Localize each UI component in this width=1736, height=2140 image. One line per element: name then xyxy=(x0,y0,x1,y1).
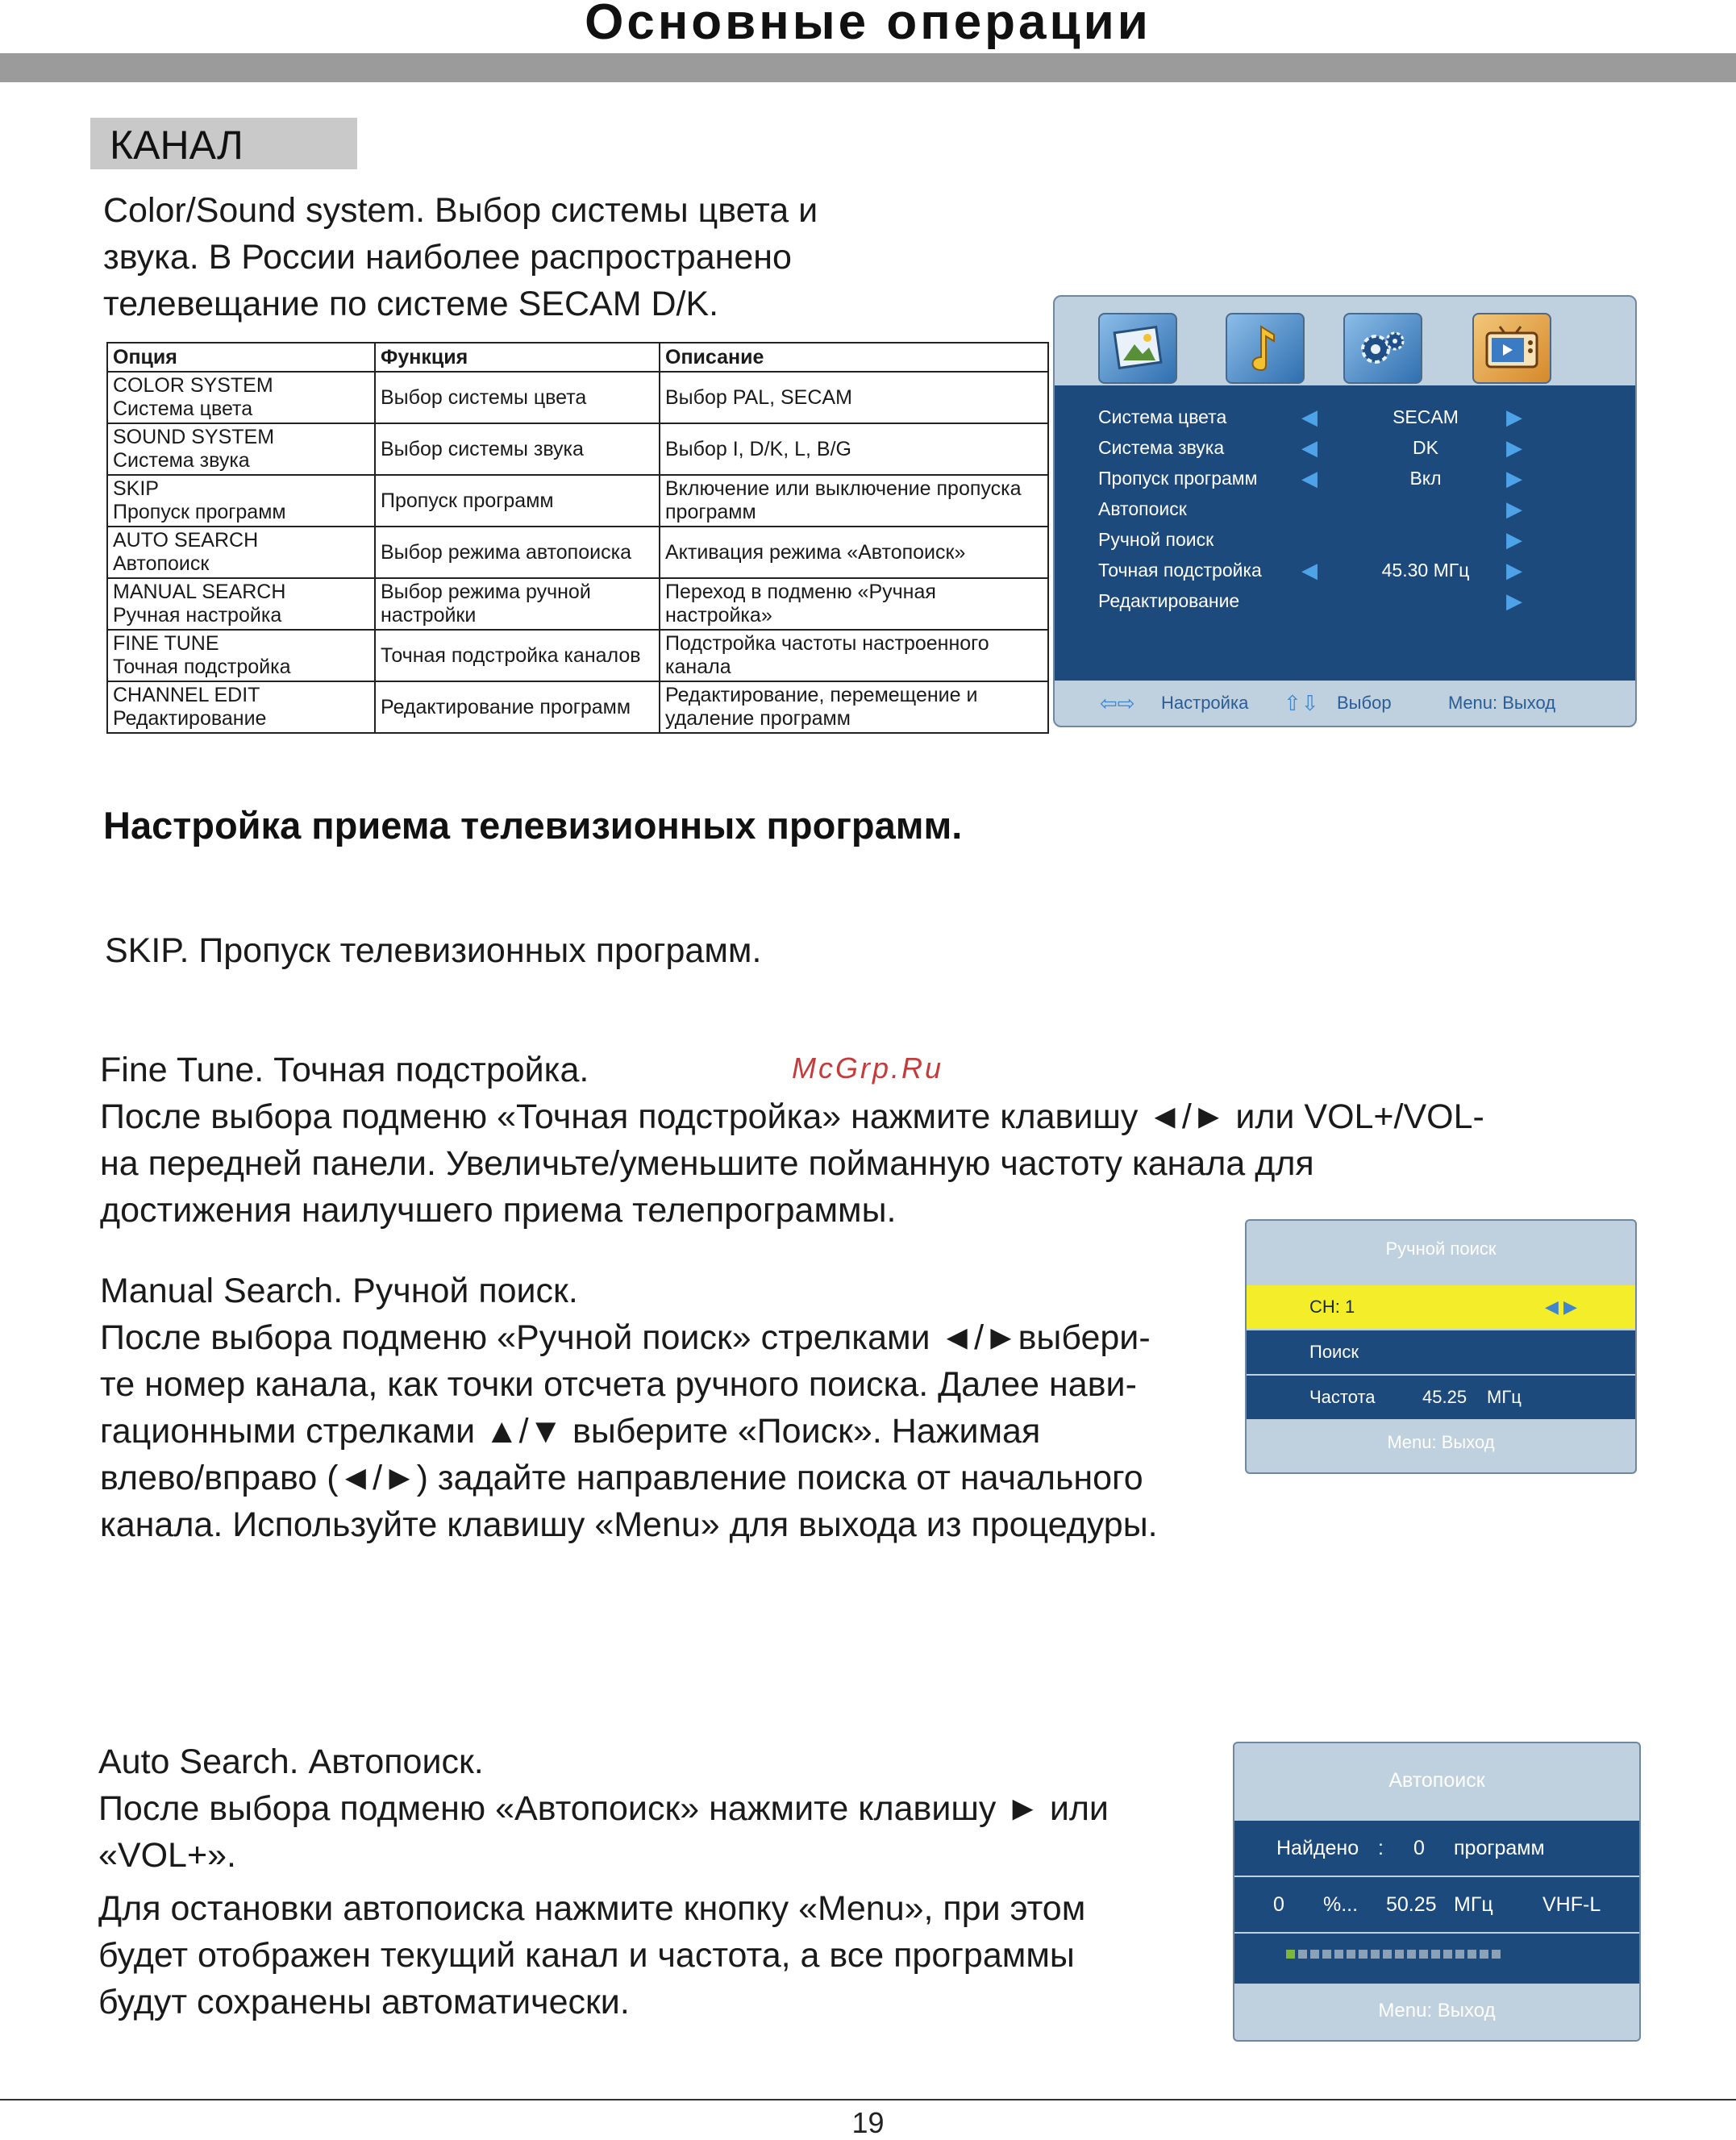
text-line: Manual Search. Ручной поиск. xyxy=(100,1272,578,1310)
column-header: Описание xyxy=(660,343,1048,372)
description-cell: Выбор PAL, SECAM xyxy=(660,372,1048,423)
progress-segment xyxy=(1310,1950,1319,1959)
progress-segment xyxy=(1298,1950,1307,1959)
option-ru: Ручная настройка xyxy=(113,604,282,627)
function-cell: Пропуск программ xyxy=(375,475,660,527)
text-line: После выбора подменю «Точная подстройка» нажмите клавишу ◄/► или VOL+/VOL- xyxy=(100,1097,1484,1136)
right-arrow-icon[interactable]: ▶ xyxy=(1506,466,1522,490)
text-line: После выбора подменю «Ручной поиск» стрелками ◄/►выбери- xyxy=(100,1318,1151,1357)
description-cell: Редактирование, перемещение и удаление программ xyxy=(660,681,1048,733)
menu-label: Ручной поиск xyxy=(1098,529,1214,550)
found-separator: : xyxy=(1378,1837,1384,1859)
tv-icon[interactable] xyxy=(1472,313,1551,384)
skip-text: SKIP. Пропуск телевизионных программ. xyxy=(105,931,762,970)
menu-value: 45.30 МГц xyxy=(1381,560,1470,581)
option-ru: Автопоиск xyxy=(113,552,210,575)
left-arrow-icon[interactable]: ◀ xyxy=(1301,435,1318,460)
channel-menu-screen xyxy=(1053,295,1637,727)
progress-bar xyxy=(1286,1950,1501,1961)
right-arrow-icon[interactable]: ▶ xyxy=(1506,435,1522,460)
text-line: те номер канала, как точки отсчета ручного поиска. Далее нави- xyxy=(100,1365,1137,1404)
option-cell xyxy=(107,630,375,681)
menu-label: Автопоиск xyxy=(1098,498,1187,519)
option-en: CHANNEL EDIT xyxy=(113,684,260,706)
frequency-label: Частота xyxy=(1309,1387,1376,1407)
table-header-row xyxy=(107,343,1048,372)
left-right-arrows-icon: ⇦⇨ xyxy=(1100,691,1135,715)
option-en: SOUND SYSTEM xyxy=(113,426,275,448)
search-row[interactable] xyxy=(1247,1330,1635,1374)
text-line: Fine Tune. Точная подстройка. xyxy=(100,1051,589,1089)
text-line: будут сохранены автоматически. xyxy=(98,1983,630,2021)
option-en: MANUAL SEARCH xyxy=(113,581,286,603)
menu-row-fine-tune[interactable] xyxy=(1055,555,1635,585)
table-row xyxy=(107,527,1048,578)
column-header: Функция xyxy=(375,343,660,372)
menu-label: Система цвета xyxy=(1098,406,1227,427)
progress-segment xyxy=(1347,1950,1355,1959)
menu-value: DK xyxy=(1413,437,1438,458)
description-cell: Подстройка частоты настроенного канала xyxy=(660,630,1048,681)
footer-rule xyxy=(0,2099,1736,2100)
description-cell: Переход в подменю «Ручная настройка» xyxy=(660,578,1048,630)
option-cell xyxy=(107,475,375,527)
text-line: достижения наилучшего приема телепрограммы. xyxy=(100,1191,897,1230)
function-cell: Выбор системы звука xyxy=(375,423,660,475)
progress-segment xyxy=(1455,1950,1464,1959)
page-number: 19 xyxy=(851,2106,885,2139)
text-line: гационными стрелками ▲/▼ выберите «Поиск». Нажимая xyxy=(100,1412,1041,1451)
option-cell xyxy=(107,681,375,733)
option-en: SKIP xyxy=(113,477,159,500)
manual-search-title: Ручной поиск xyxy=(1385,1239,1497,1259)
option-cell xyxy=(107,578,375,630)
option-cell xyxy=(107,527,375,578)
progress-info-row xyxy=(1234,1877,1639,1932)
table-row xyxy=(107,630,1048,681)
channel-label: CH: 1 xyxy=(1309,1297,1355,1317)
menu-label: Пропуск программ xyxy=(1098,468,1258,489)
progress-segment xyxy=(1359,1950,1368,1959)
option-cell xyxy=(107,372,375,423)
function-cell: Выбор системы цвета xyxy=(375,372,660,423)
progress-segment xyxy=(1286,1950,1295,1959)
frequency-row[interactable] xyxy=(1247,1376,1635,1419)
table-row xyxy=(107,681,1048,733)
table-row xyxy=(107,372,1048,423)
found-count: 0 xyxy=(1413,1837,1425,1859)
menu-row-sound-system[interactable] xyxy=(1055,432,1635,463)
menu-footer xyxy=(1055,681,1635,726)
progress-segment xyxy=(1492,1950,1501,1959)
channel-row[interactable] xyxy=(1247,1285,1635,1329)
found-unit: программ xyxy=(1454,1837,1545,1859)
right-arrow-icon[interactable]: ▶ xyxy=(1506,497,1522,521)
footer-setup-label: Настройка xyxy=(1161,693,1249,713)
description-cell: Активация режима «Автопоиск» xyxy=(660,527,1048,578)
column-header: Опция xyxy=(107,343,375,372)
text-line: канала. Используйте клавишу «Menu» для выхода из процедуры. xyxy=(100,1505,1158,1544)
table-row xyxy=(107,578,1048,630)
manual-search-screen xyxy=(1245,1219,1637,1474)
auto-search-paragraph xyxy=(98,1738,1109,2026)
menu-row-color-system[interactable] xyxy=(1055,402,1635,432)
search-label: Поиск xyxy=(1309,1342,1359,1362)
progress-segment xyxy=(1322,1950,1331,1959)
progress-segment xyxy=(1419,1950,1428,1959)
auto-search-title: Автопоиск xyxy=(1388,1769,1485,1792)
option-en: AUTO SEARCH xyxy=(113,529,259,552)
footer-exit-label: Menu: Выход xyxy=(1448,693,1556,713)
table-row xyxy=(107,423,1048,475)
option-ru: Точная подстройка xyxy=(113,656,291,678)
text-line: «VOL+». xyxy=(98,1836,236,1875)
progress-segment xyxy=(1371,1950,1380,1959)
music-note-icon[interactable] xyxy=(1226,313,1305,384)
description-cell: Выбор I, D/K, L, B/G xyxy=(660,423,1048,475)
progress-segment xyxy=(1480,1950,1488,1959)
text-line: на передней панели. Увеличьте/уменьшите пойманную частоту канала для xyxy=(100,1144,1314,1183)
percent-value: 0 xyxy=(1273,1893,1284,1916)
option-ru: Пропуск программ xyxy=(113,501,286,523)
found-label: Найдено xyxy=(1276,1837,1359,1859)
gear-icon[interactable] xyxy=(1343,313,1422,384)
left-arrow-icon[interactable]: ◀ xyxy=(1301,405,1318,429)
option-en: COLOR SYSTEM xyxy=(113,374,273,397)
watermark: McGrp.Ru xyxy=(792,1051,944,1085)
menu-row-skip[interactable] xyxy=(1055,463,1635,493)
footer-select-label: Выбор xyxy=(1337,693,1392,713)
text-line: Color/Sound system. Выбор системы цвета и xyxy=(103,191,818,230)
progress-segment xyxy=(1431,1950,1440,1959)
table-row xyxy=(107,475,1048,527)
progress-segment xyxy=(1383,1950,1392,1959)
page-title: Основные операции xyxy=(585,0,1151,50)
frequency-value: 50.25 xyxy=(1386,1893,1437,1916)
up-down-arrows-icon: ⇧⇩ xyxy=(1284,691,1319,715)
band-value: VHF-L xyxy=(1542,1893,1601,1916)
progress-segment xyxy=(1395,1950,1404,1959)
right-arrow-icon[interactable]: ▶ xyxy=(1506,558,1522,582)
percent-sign: %... xyxy=(1323,1893,1359,1916)
menu-body xyxy=(1055,385,1635,681)
text-line: Для остановки автопоиска нажмите кнопку «Menu», при этом xyxy=(98,1889,1086,1928)
option-cell xyxy=(107,423,375,475)
text-line: будет отображен текущий канал и частота, а все программы xyxy=(98,1936,1075,1975)
option-ru: Редактирование xyxy=(113,707,267,730)
text-line: влево/вправо (◄/►) задайте направление поиска от начального xyxy=(100,1459,1143,1497)
frequency-value: 45.25 xyxy=(1422,1387,1467,1407)
auto-search-screen xyxy=(1233,1742,1641,2042)
option-ru: Система цвета xyxy=(113,398,253,420)
found-row xyxy=(1234,1821,1639,1876)
progress-segment xyxy=(1407,1950,1416,1959)
color-sound-paragraph xyxy=(103,187,818,327)
progress-segment xyxy=(1334,1950,1343,1959)
description-cell: Включение или выключение пропуска программ xyxy=(660,475,1048,527)
option-ru: Система звука xyxy=(113,449,250,472)
menu-label: Редактирование xyxy=(1098,590,1240,611)
progress-segment xyxy=(1443,1950,1452,1959)
left-arrow-icon[interactable]: ◀ xyxy=(1301,466,1318,490)
right-arrow-icon[interactable]: ▶ xyxy=(1506,527,1522,552)
function-cell: Выбор режима автопоиска xyxy=(375,527,660,578)
right-arrow-icon[interactable]: ▶ xyxy=(1506,589,1522,613)
option-en: FINE TUNE xyxy=(113,632,219,655)
manual-search-paragraph xyxy=(100,1268,1158,1548)
menu-label: Точная подстройка xyxy=(1098,560,1262,581)
menu-row-auto-search[interactable] xyxy=(1055,493,1635,524)
function-cell: Редактирование программ xyxy=(375,681,660,733)
text-line: телевещание по системе SECAM D/K. xyxy=(103,285,719,323)
section-label: КАНАЛ xyxy=(90,118,357,169)
manual-search-exit: Menu: Выход xyxy=(1387,1432,1495,1452)
left-arrow-icon[interactable]: ◀ xyxy=(1301,558,1318,582)
function-cell: Точная подстройка каналов xyxy=(375,630,660,681)
frequency-unit: МГц xyxy=(1454,1893,1493,1916)
picture-icon[interactable] xyxy=(1098,313,1177,384)
tuning-heading: Настройка приема телевизионных программ. xyxy=(103,804,963,847)
menu-row-manual-search[interactable] xyxy=(1055,524,1635,555)
right-arrow-icon[interactable]: ▶ xyxy=(1506,405,1522,429)
frequency-unit: МГц xyxy=(1487,1387,1522,1407)
menu-label: Система звука xyxy=(1098,437,1225,458)
progress-segment xyxy=(1467,1950,1476,1959)
menu-value: SECAM xyxy=(1393,406,1459,427)
text-line: звука. В России наиболее распространено xyxy=(103,238,792,277)
text-line: Auto Search. Автопоиск. xyxy=(98,1742,484,1781)
title-band xyxy=(0,53,1736,82)
menu-row-channel-edit[interactable] xyxy=(1055,585,1635,616)
menu-value: Вкл xyxy=(1409,468,1442,489)
channel-arrows-icon[interactable]: ◀ ▶ xyxy=(1545,1297,1577,1317)
function-cell: Выбор режима ручной настройки xyxy=(375,578,660,630)
text-line: После выбора подменю «Автопоиск» нажмите клавишу ► или xyxy=(98,1789,1109,1828)
options-table xyxy=(106,342,1049,734)
auto-search-exit: Menu: Выход xyxy=(1378,2000,1496,2021)
